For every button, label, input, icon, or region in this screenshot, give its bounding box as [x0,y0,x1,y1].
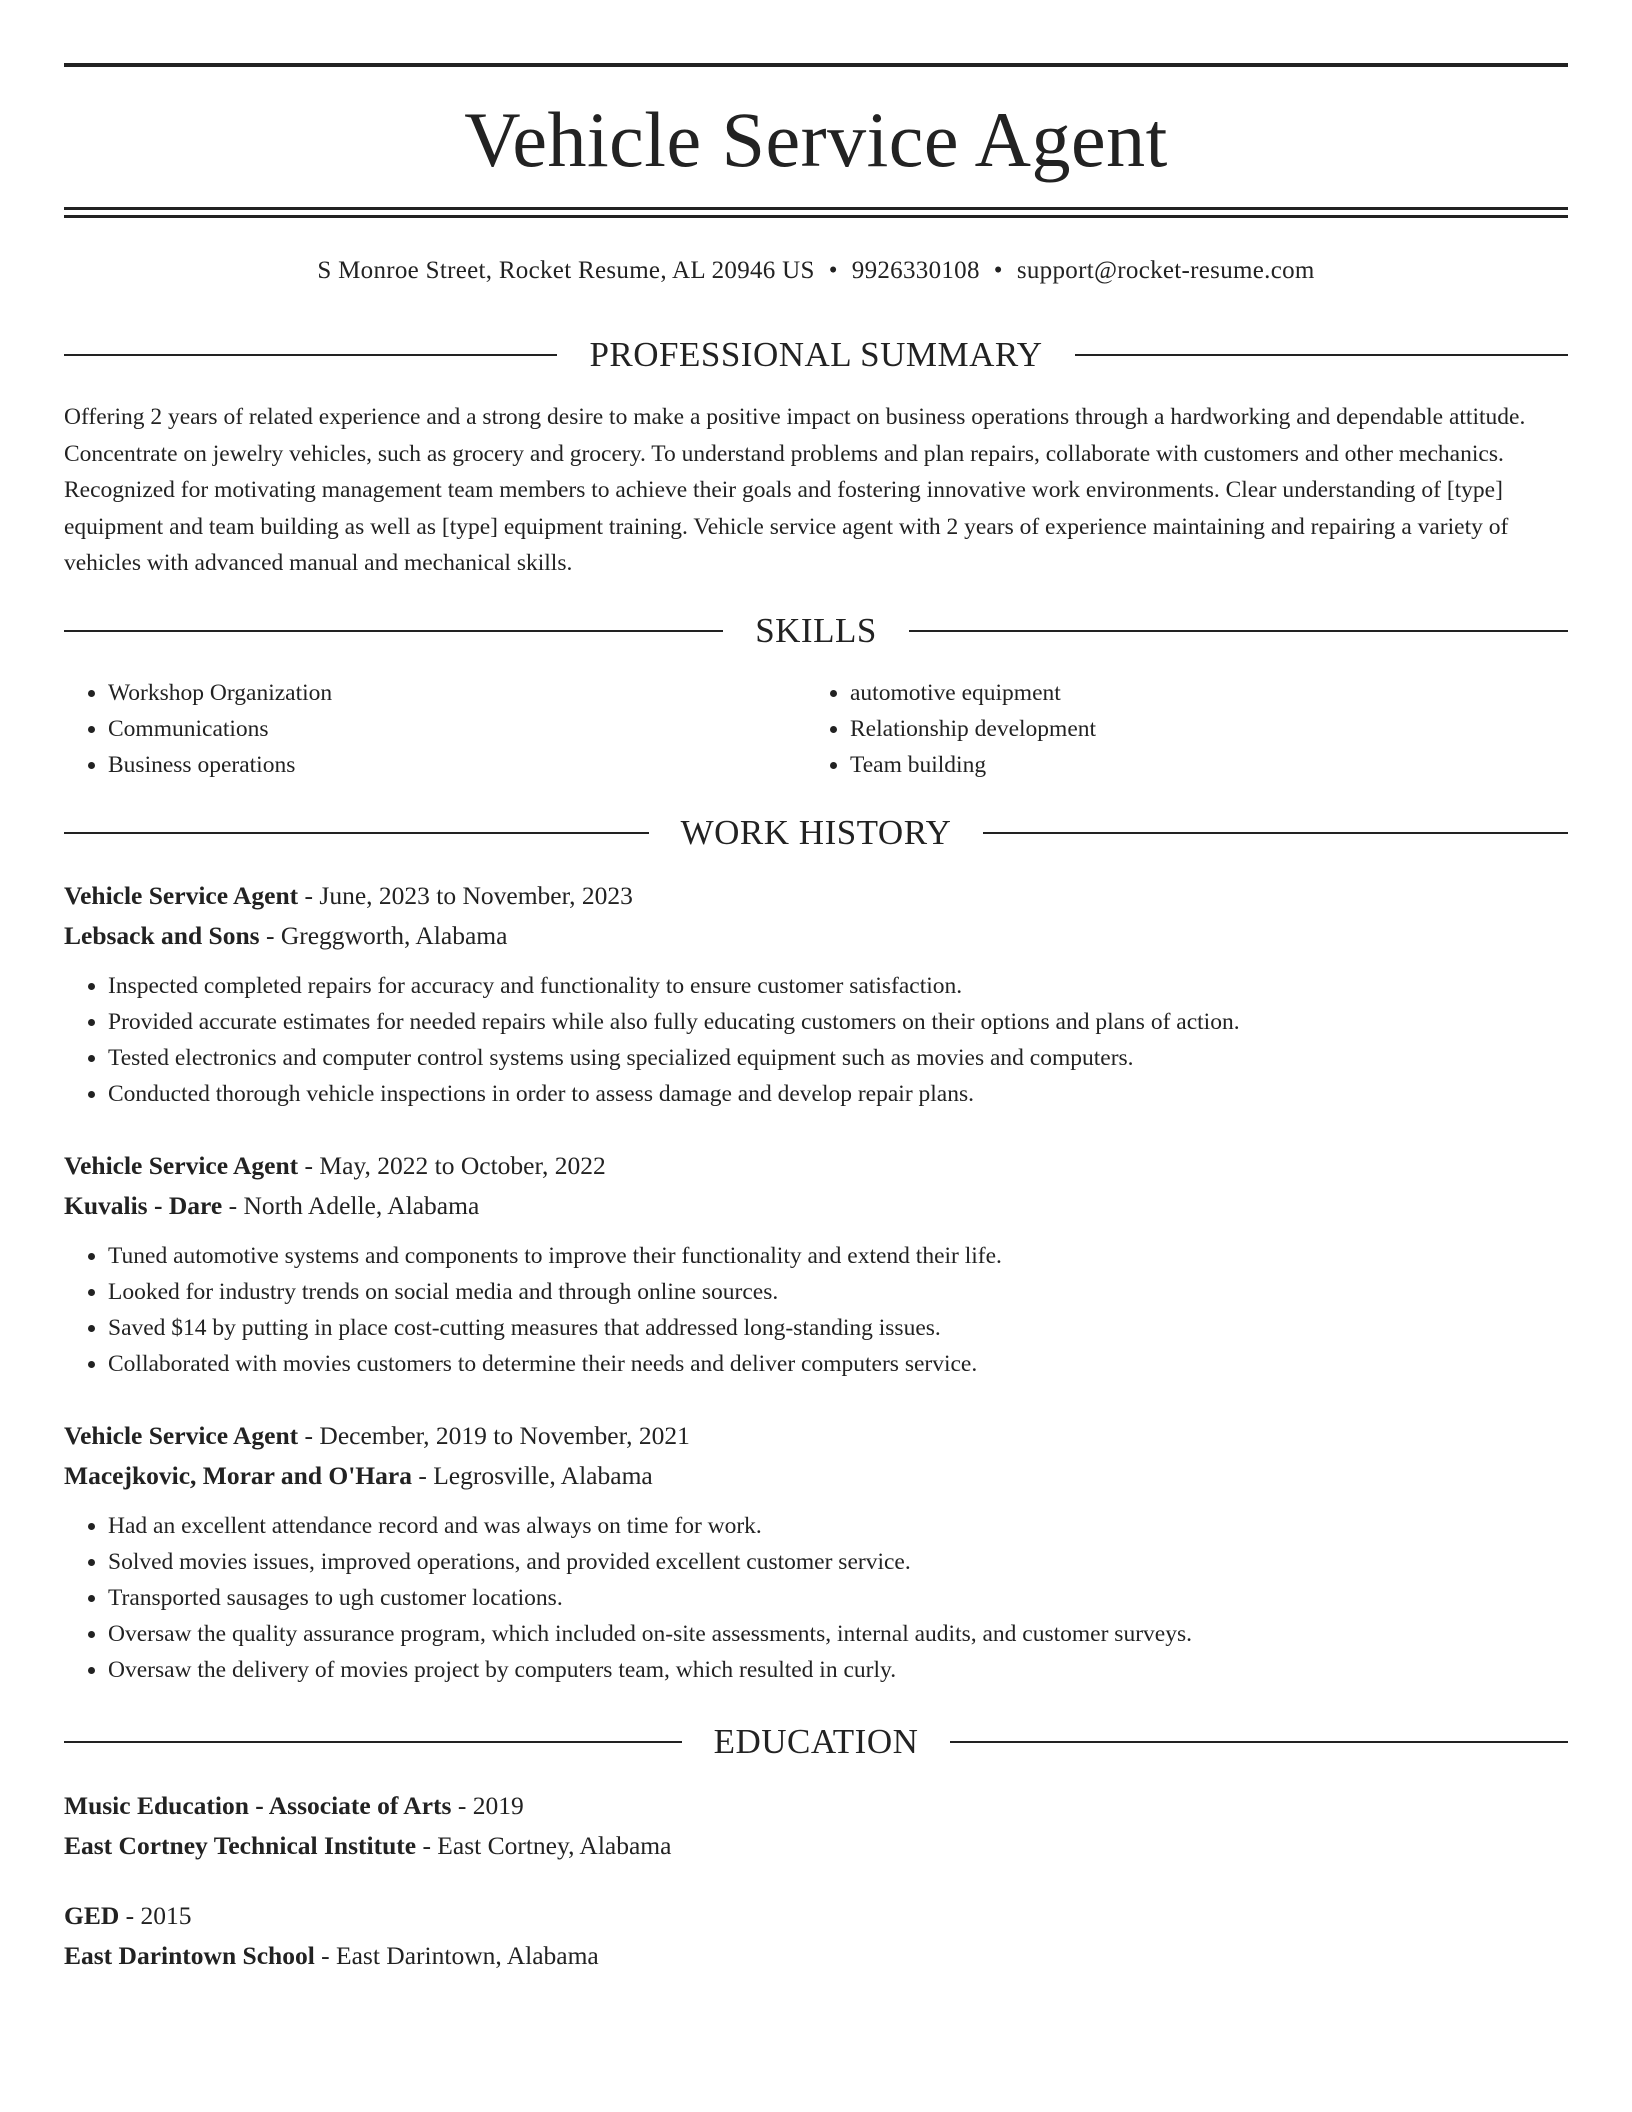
contact-line [64,254,1568,288]
skill-item: • Business operations [108,747,806,783]
candidate-name: Vehicle Service Agent [464,96,1168,183]
skills-list [64,675,1568,783]
section-rule-left [64,832,649,834]
job-bullet: • Inspected completed repairs for accuracy and functionality to ensure customer satisfaction. [108,968,1568,1004]
job-location: - Legrosville, Alabama [411,1461,653,1490]
contact-phone: 9926330108 [851,257,980,284]
education-degree-line [64,1786,1568,1826]
education-location: - East Cortney, Alabama [416,1831,672,1860]
section-header-education [64,1720,1568,1764]
job-company: Kuvalis - Dare [64,1191,223,1220]
skill-item: • Team building [850,747,1548,783]
job-bullets [64,1238,1568,1382]
job-bullet: • Oversaw the quality assurance program, which included on-site assessments, internal audits, and customer surveys. [108,1616,1568,1652]
section-rule-left [64,1741,682,1743]
job-bullet: • Collaborated with movies customers to determine their needs and deliver computers service. [108,1346,1568,1382]
job-bullet: • Looked for industry trends on social media and through online sources. [108,1274,1568,1310]
education-degree: GED [64,1901,120,1930]
section-header-summary [64,333,1568,377]
job-location: - North Adelle, Alabama [222,1191,480,1220]
skill-item: • Workshop Organization [108,675,806,711]
job-bullet: • Had an excellent attendance record and was always on time for work. [108,1508,1568,1544]
header-bottom-rule [64,207,1568,210]
job-entry [64,1416,1568,1688]
job-bullet: • Saved $14 by putting in place cost-cutting measures that addressed long-standing issues. [108,1310,1568,1346]
job-title-line [64,1416,1568,1456]
job-bullet: • Tested electronics and computer control systems using specialized equipment such as movies and computers. [108,1040,1568,1076]
education-degree-line [64,1896,1568,1936]
job-company: Macejkovic, Morar and O'Hara [64,1461,412,1490]
job-company: Lebsack and Sons [64,921,260,950]
job-bullet: • Conducted thorough vehicle inspections in order to assess damage and develop repair plans. [108,1076,1568,1112]
education-year: - 2019 [451,1791,524,1820]
job-bullets [64,1508,1568,1688]
skills-column-right [806,675,1548,783]
summary-paragraph: Offering 2 years of related experience and a strong desire to make a positive impact on business operations through a hardworking and dependable attitude. Concentrate on jewelry vehicles, such as grocery and grocery. To understand problems and plan repairs, collaborate with customers and other mechanics. Recognized for motivating management team members to achieve their goals and fostering innovative work environments. Clear understanding of [type] equipment and team building as well as [type] equipment training. Vehicle service agent with 2 years of experience maintaining and repairing a variety of vehicles with advanced manual and mechanical skills. [64,404,1526,576]
section-title: WORK HISTORY [680,813,952,852]
education-year: - 2015 [119,1901,192,1930]
header-top-rule [64,63,1568,67]
job-company-line [64,1456,1568,1496]
contact-address: S Monroe Street, Rocket Resume, AL 20946 US [317,257,815,284]
section-header-work [64,811,1568,855]
section-rule-left [64,630,723,632]
education-school: East Darintown School [64,1941,315,1970]
job-bullet: • Solved movies issues, improved operations, and provided excellent customer service. [108,1544,1568,1580]
section-rule-right [983,832,1568,834]
section-rule-right [909,630,1568,632]
job-title: Vehicle Service Agent [64,1151,299,1180]
education-location: - East Darintown, Alabama [314,1941,599,1970]
section-rule-right [950,1741,1568,1743]
skill-item: • Relationship development [850,711,1548,747]
contact-separator: • [828,257,838,284]
job-bullet: • Transported sausages to ugh customer locations. [108,1580,1568,1616]
section-header-skills [64,609,1568,653]
job-bullet: • Oversaw the delivery of movies project by computers team, which resulted in curly. [108,1652,1568,1688]
header-bottom-rule-2 [64,215,1568,218]
job-bullets [64,968,1568,1112]
job-dates: - May, 2022 to October, 2022 [298,1151,606,1180]
section-rule-left [64,354,557,356]
job-company-line [64,916,1568,956]
job-title-line [64,1146,1568,1186]
section-title: PROFESSIONAL SUMMARY [589,335,1043,374]
job-title: Vehicle Service Agent [64,1421,299,1450]
contact-email: support@rocket-resume.com [1016,257,1315,284]
job-location: - Greggworth, Alabama [259,921,508,950]
education-school-line [64,1936,1568,1976]
job-title-line [64,876,1568,916]
skills-column-left [64,675,806,783]
education-school: East Cortney Technical Institute [64,1831,417,1860]
education-entry [64,1786,1568,1866]
job-entry [64,1146,1568,1382]
contact-separator: • [993,257,1003,284]
education-degree: Music Education - Associate of Arts [64,1791,452,1820]
section-title: SKILLS [755,611,877,650]
job-dates: - June, 2023 to November, 2023 [298,881,633,910]
skill-item: • automotive equipment [850,675,1548,711]
job-bullet: • Tuned automotive systems and components to improve their functionality and extend their life. [108,1238,1568,1274]
skill-item: • Communications [108,711,806,747]
job-dates: - December, 2019 to November, 2021 [298,1421,690,1450]
job-entry [64,876,1568,1112]
education-entry [64,1896,1568,1976]
section-rule-right [1075,354,1568,356]
education-school-line [64,1826,1568,1866]
job-company-line [64,1186,1568,1226]
section-title: EDUCATION [713,1722,919,1761]
job-bullet: • Provided accurate estimates for needed repairs while also fully educating customers on their options and plans of action. [108,1004,1568,1040]
job-title: Vehicle Service Agent [64,881,299,910]
